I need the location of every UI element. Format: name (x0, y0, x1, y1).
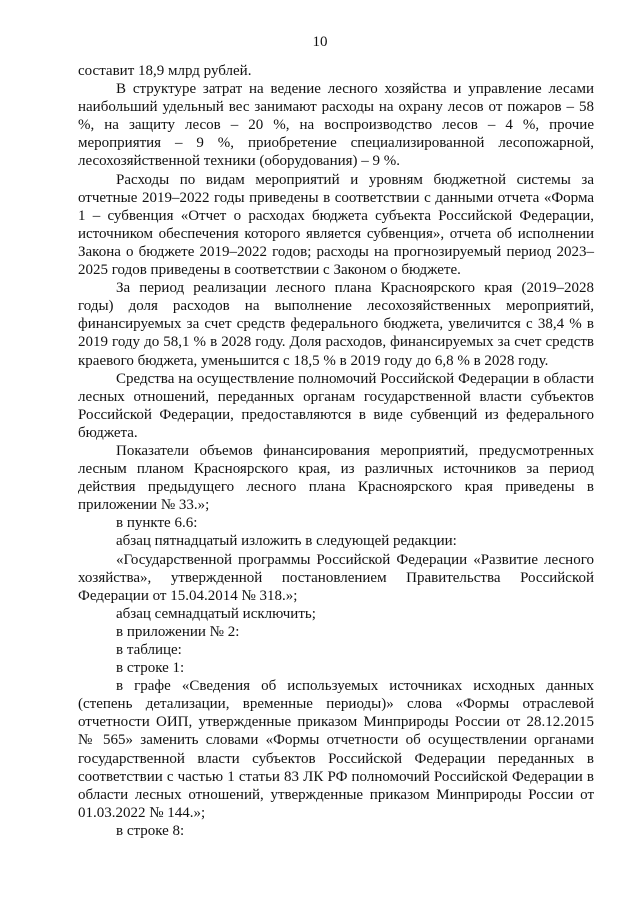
paragraph-in-table: в таблице: (116, 642, 182, 658)
paragraph-federal-funds: Средства на осуществление полномочий Российской Федерации в области лесных отношений, переданных органам государственной власти субъектов Российской Федерации, предоставляются в виде субвенций из федерального бюджета. (78, 370, 594, 441)
paragraph-fifteenth-abzac: абзац пятнадцатый изложить в следующей редакции: (116, 533, 457, 550)
paragraph-forest-plan-period: За период реализации лесного плана Красноярского края (2019–2028 годы) доля расходов на выполнение лесохозяйственных мероприятий, финансируемых за счет средств федерального бюджета, увеличится с 38,4 % в 2019 году до 58,1 % в 2028 году. Доля расходов, финансируемых за счет средств краевого бюджета, уменьшится с 18,5 % в 2019 году до 6,8 % в 2028 году. (78, 280, 594, 369)
page-number: 10 (312, 34, 328, 50)
paragraph-item-6-6: в пункте 6.6: (116, 515, 198, 532)
paragraph-financing-indicators: Показатели объемов финансирования мероприятий, предусмотренных лесным планом Красноярского края, из различных источников за период действия предыдущего лесного плана Красноярского края приведены в приложении № 33.»; (78, 442, 594, 514)
paragraph-expenses-by-type: Расходы по видам мероприятий и уровням бюджетной системы за отчетные 2019–2022 годы приведены в соответствии с данными отчета «Форма 1 – субвенция «Отчет о расходах бюджета субъекта Российской Федерации, источником обеспечения которого является субвенция», отчета об исполнении Закона о бюджете 2019–2022 годов; расходы на прогнозируемый период 2023–2025 годов приведены в соответствии с Законом о бюджете. (78, 171, 594, 279)
paragraph-seventeenth-abzac: абзац семнадцатый исключить; (116, 605, 316, 622)
paragraph-state-program: «Государственной программы Российской Федерации «Развитие лесного хозяйства», утвержденной постановлением Правительства Российской Федерации от 15.04.2014 № 318.»; (78, 551, 594, 604)
paragraph-row-8: в строке 8: (116, 822, 185, 839)
paragraph-continuation: составит 18,9 млрд рублей. (78, 63, 252, 79)
paragraph-column-replacement: в графе «Сведения об используемых источниках исходных данных (степень детализации, временные периоды)» слова «Формы отраслевой отчетности ОИП, утвержденные приказом Минприроды России от 28.12.2015 № 565» заменить словами «Формы отчетности об осуществлении органами государственной власти субъектов Российской Федерации переданных в соответствии с частью 1 статьи 83 ЛК РФ полномочий Российской Федерации в области лесных отношений, утвержденные приказом Минприроды России от 01.03.2022 № 144.»; (78, 678, 594, 821)
paragraph-cost-structure: В структуре затрат на ведение лесного хозяйства и управление лесами наибольший удельный вес занимают расходы на охрану лесов от пожаров – 58 %, на защиту лесов – 20 %, на воспроизводство лесов – 4 %, прочие мероприятия – 9 %, приобретение специализированной лесопожарной, лесохозяйственной техники (оборудования) – 9 %. (78, 81, 594, 170)
paragraph-row-1: в строке 1: (116, 660, 185, 677)
paragraph-appendix-2: в приложении № 2: (116, 623, 240, 640)
document-body (78, 62, 594, 840)
